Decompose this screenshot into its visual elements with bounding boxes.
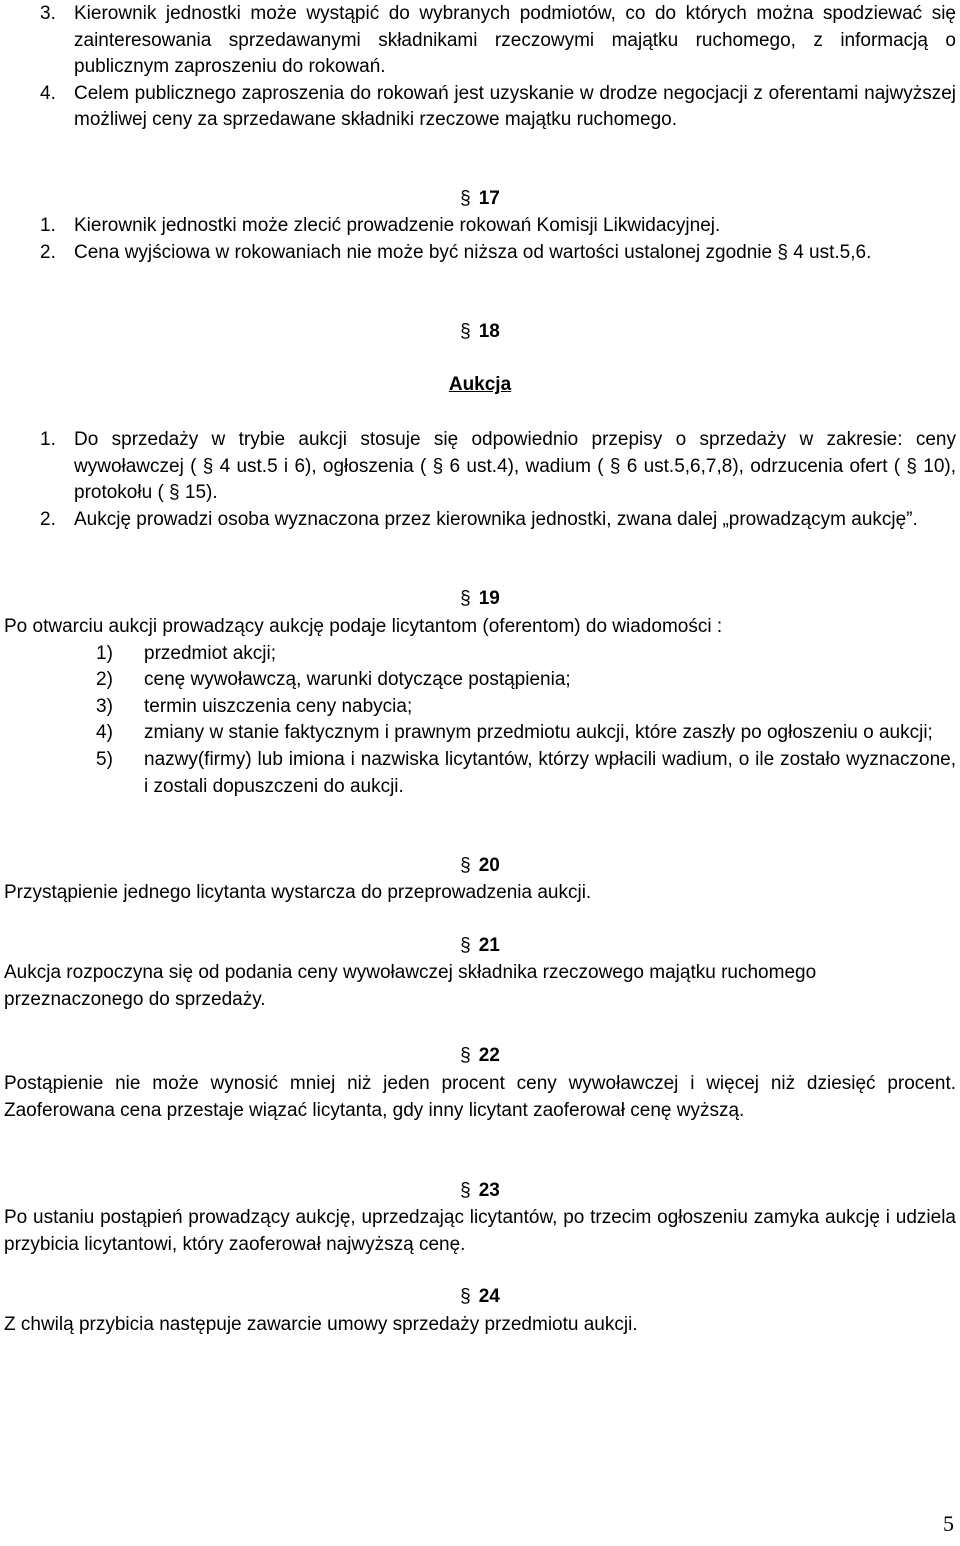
item-text: cenę wywoławczą, warunki dotyczące postąpienia; — [144, 669, 571, 691]
item-number: 3) — [96, 695, 113, 717]
item-text: termin uiszczenia ceny nabycia; — [144, 695, 413, 717]
section-heading-19 — [0, 586, 960, 613]
section-title — [0, 372, 960, 399]
section-20-body — [4, 880, 956, 907]
section-heading-24 — [0, 1284, 960, 1311]
section-text: Aukcja rozpoczyna się od podania ceny wywoławczej składnika rzeczowego majątku ruchomego przeznaczonego do sprzedaży. — [4, 962, 817, 1010]
list-item — [4, 641, 956, 668]
list-item — [4, 1, 956, 81]
section-sign: § — [460, 588, 471, 609]
list-item — [4, 667, 956, 694]
section-sign: § — [460, 855, 471, 876]
section-heading-17 — [0, 186, 960, 213]
section-number: 19 — [478, 588, 500, 609]
section-19-body — [4, 614, 956, 800]
list-item — [4, 81, 956, 134]
section-intro: Po otwarciu aukcji prowadzący aukcję podaje licytantom (oferentom) do wiadomości : — [4, 616, 723, 637]
item-text: Cena wyjściowa w rokowaniach nie może być niższa od wartości ustalonej zgodnie § 4 ust.5,6. — [74, 241, 872, 263]
section-sign: § — [460, 1045, 471, 1066]
section-sign: § — [460, 1180, 471, 1201]
item-number: 1) — [96, 642, 113, 664]
section-heading-21 — [0, 933, 960, 960]
top-list — [4, 1, 956, 134]
section-number: 17 — [478, 188, 500, 209]
section-24-body — [4, 1312, 956, 1339]
section-number: 24 — [478, 1286, 500, 1307]
item-text: Celem publicznego zaproszenia do rokowań jest uzyskanie w drodze negocjacji z oferentami najwyższej możliwej ceny za sprzedawane składniki rzeczowe majątku ruchomego. — [74, 82, 956, 131]
section-18-list — [4, 427, 956, 533]
section-sign: § — [460, 321, 471, 342]
section-text: Z chwilą przybicia następuje zawarcie umowy sprzedaży przedmiotu aukcji. — [4, 1314, 638, 1335]
section-number: 18 — [478, 321, 500, 342]
section-22-body — [4, 1071, 956, 1124]
item-text: Kierownik jednostki może wystąpić do wybranych podmiotów, co do których można spodziewać się zainteresowania sprzedawanymi składnikami rzeczowymi majątku ruchomego, z informacją o publicznym zaproszeniu do rokowań. — [74, 3, 956, 78]
item-text: Do sprzedaży w trybie aukcji stosuje się odpowiednio przepisy o sprzedaży w zakresie: ceny wywoławczej ( § 4 ust.5 i 6), ogłoszenia ( § 6 ust.4), wadium ( § 6 ust.5,6,7,8), odrzucenia ofert ( § 10), protokołu ( § 15). — [74, 429, 956, 504]
item-text: zmiany w stanie faktycznym i prawnym przedmiotu aukcji, które zaszły po ogłoszeniu o aukcji; — [144, 722, 933, 744]
item-text: Kierownik jednostki może zlecić prowadzenie rokowań Komisji Likwidacyjnej. — [74, 215, 721, 236]
section-21-body — [4, 960, 956, 1013]
list-item — [4, 507, 956, 534]
item-number: 2) — [96, 669, 113, 691]
section-number: 22 — [478, 1045, 500, 1066]
section-heading-20 — [0, 853, 960, 880]
section-heading-23 — [0, 1178, 960, 1205]
list-item — [4, 240, 956, 267]
section-title-text: Aukcja — [448, 374, 512, 395]
list-item — [4, 720, 956, 747]
section-sign: § — [460, 188, 471, 209]
item-text: nazwy(firmy) lub imiona i nazwiska licytantów, którzy wpłacili wadium, o ile zostało wyznaczone, i zostali dopuszczeni do aukcji. — [144, 748, 956, 797]
section-number: 21 — [478, 935, 500, 956]
item-number: 5) — [96, 748, 113, 770]
item-number: 2. — [40, 241, 56, 263]
section-text: Po ustaniu postąpień prowadzący aukcję, uprzedzając licytantów, po trzecim ogłoszeniu zamyka aukcję i udziela przybicia licytantowi, który zaoferował najwyższą cenę. — [4, 1207, 956, 1255]
list-item — [4, 213, 956, 240]
section-number: 23 — [478, 1180, 500, 1201]
item-number: 1. — [40, 215, 56, 236]
section-heading-18 — [0, 319, 960, 346]
section-number: 20 — [478, 855, 500, 876]
page-number: 5 — [943, 1511, 954, 1537]
item-text: Aukcję prowadzi osoba wyznaczona przez kierownika jednostki, zwana dalej „prowadzącym aukcję”. — [74, 508, 918, 530]
list-item — [4, 747, 956, 800]
section-23-body — [4, 1205, 956, 1258]
section-17-list — [4, 213, 956, 266]
item-number: 2. — [40, 508, 56, 530]
item-number: 4. — [40, 82, 56, 104]
list-item — [4, 694, 956, 721]
item-number: 4) — [96, 722, 113, 744]
item-number: 1. — [40, 429, 56, 450]
item-text: przedmiot akcji; — [144, 642, 276, 664]
item-number: 3. — [40, 3, 56, 24]
section-text: Przystąpienie jednego licytanta wystarcza do przeprowadzenia aukcji. — [4, 882, 592, 903]
list-item — [4, 427, 956, 507]
section-heading-22 — [0, 1043, 960, 1070]
section-sign: § — [460, 935, 471, 956]
section-text: Postąpienie nie może wynosić mniej niż jeden procent ceny wywoławczej i więcej niż dziesięć procent. Zaoferowana cena przestaje wiązać licytanta, gdy inny licytant zaoferował cenę wyższą. — [4, 1073, 956, 1121]
section-sign: § — [460, 1286, 471, 1307]
